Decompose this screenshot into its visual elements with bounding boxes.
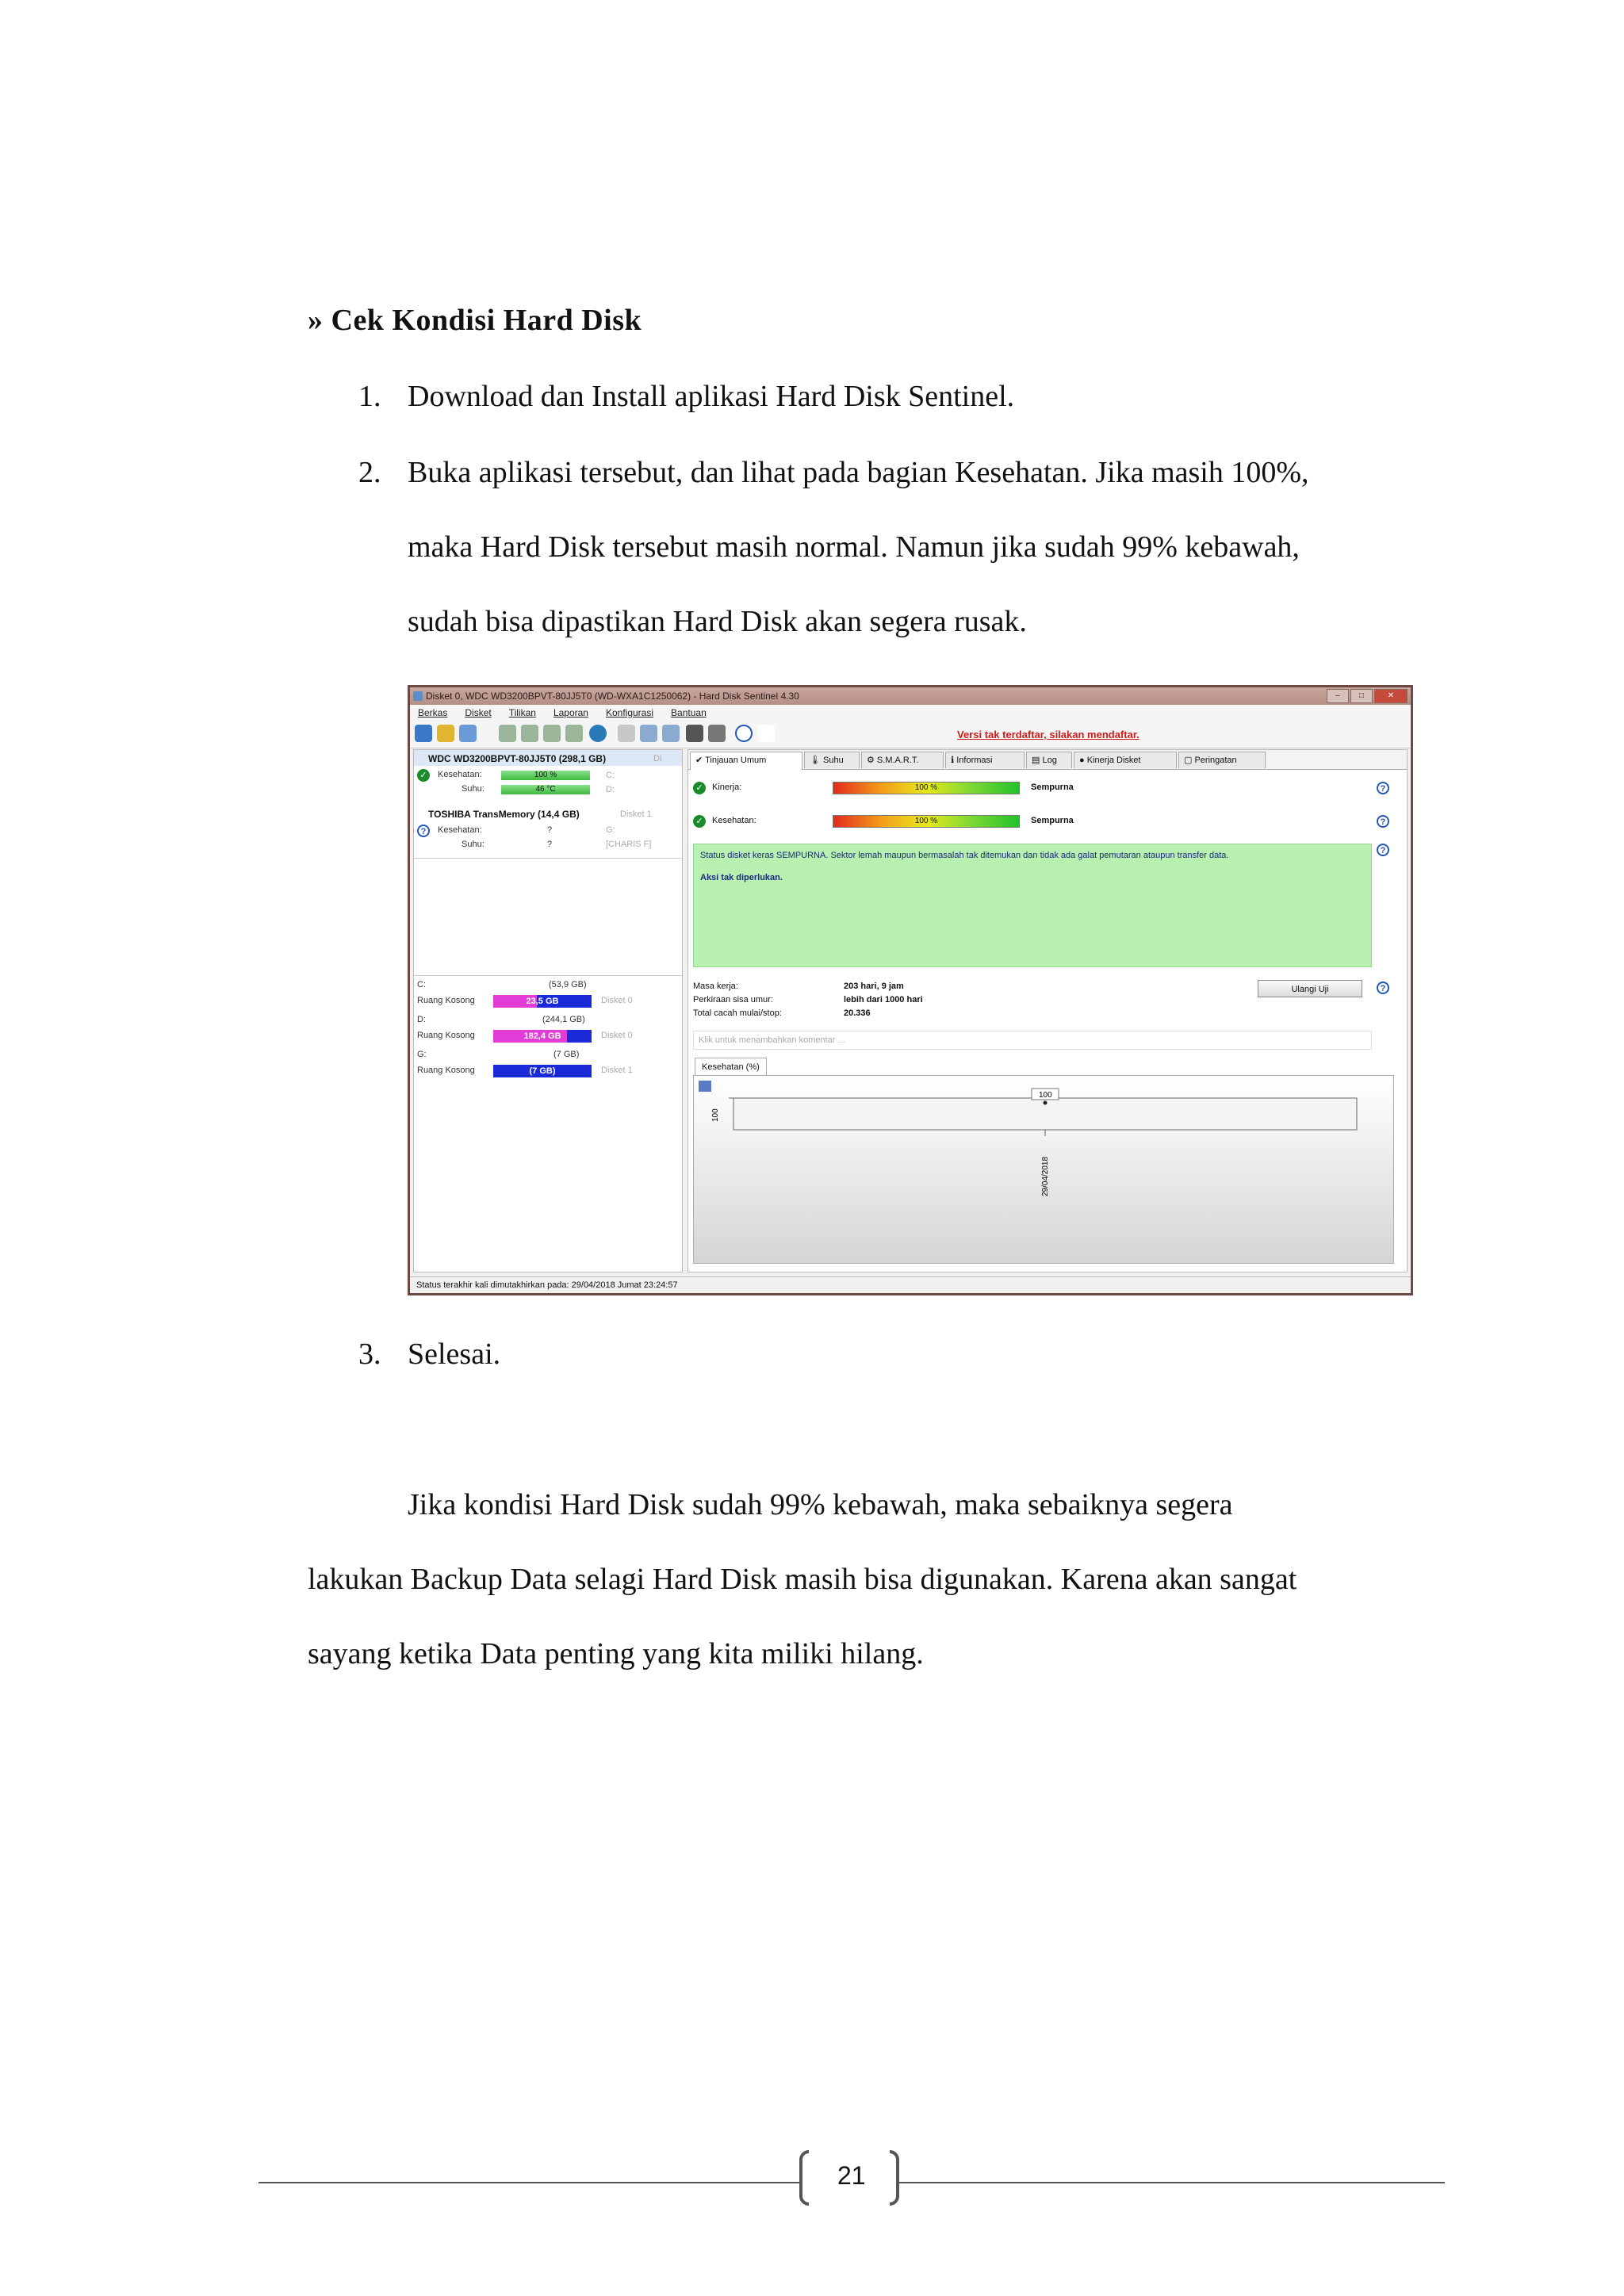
tab-smart[interactable]: ⚙ S.M.A.R.T. xyxy=(861,752,944,768)
minimize-icon[interactable]: – xyxy=(1327,689,1349,703)
free-label: Ruang Kosong xyxy=(417,1031,475,1040)
free-label: Ruang Kosong xyxy=(417,1066,475,1075)
data-point xyxy=(1044,1101,1048,1105)
help-icon[interactable]: ? xyxy=(1377,844,1389,856)
drive-letter: D: xyxy=(606,785,615,794)
chip-icon[interactable] xyxy=(686,725,703,742)
help-icon[interactable]: ? xyxy=(1377,982,1389,994)
status-message-box xyxy=(693,844,1372,967)
chart-toolbar-icon[interactable] xyxy=(699,1081,711,1092)
free-space-bar: 23,5 GB xyxy=(493,995,592,1008)
performance-verdict: Sempurna xyxy=(1031,783,1074,792)
footer-rule-left xyxy=(259,2182,801,2183)
menu-laporan[interactable]: Laporan xyxy=(553,707,588,718)
temp-label: Suhu: xyxy=(462,840,485,849)
disk-icon[interactable] xyxy=(499,725,516,742)
document-icon[interactable] xyxy=(618,725,635,742)
performance-bar: 100 % xyxy=(833,782,1020,794)
help-icon[interactable] xyxy=(735,725,753,742)
step-number: 2. xyxy=(358,456,381,489)
x-tick-label: 29/04/2018 xyxy=(1041,1156,1050,1196)
health-value: ? xyxy=(547,825,553,835)
app-icon xyxy=(413,691,423,701)
health-chart-svg xyxy=(694,1076,1393,1263)
comment-input[interactable]: Klik untuk menambahkan komentar ... xyxy=(693,1031,1372,1050)
sync-icon[interactable] xyxy=(640,725,657,742)
refresh-icon[interactable] xyxy=(415,725,432,742)
disk-name[interactable]: TOSHIBA TransMemory (14,4 GB) xyxy=(428,809,580,820)
temp-bar: 46 °C xyxy=(501,785,590,794)
check-icon: ✓ xyxy=(693,815,706,828)
hard-disk-sentinel-screenshot xyxy=(408,685,1413,1295)
step-text: Download dan Install aplikasi Hard Disk Sentinel. xyxy=(408,380,1015,413)
step-text-line: maka Hard Disk tersebut masih normal. Namun jika sudah 99% kebawah, xyxy=(408,530,1300,564)
step-text: Selesai. xyxy=(408,1337,501,1371)
divider xyxy=(414,975,682,976)
window-titlebar xyxy=(410,687,1411,705)
drive-disk: Disket 1 xyxy=(601,1066,633,1075)
health-chart xyxy=(693,1075,1394,1264)
info-value: 20.336 xyxy=(844,1008,871,1018)
paragraph-line: Jika kondisi Hard Disk sudah 99% kebawah, maka sebaiknya segera xyxy=(408,1488,1233,1521)
disk-sub: Disket 1 xyxy=(620,809,652,819)
drive-letter: D: xyxy=(417,1015,426,1024)
close-icon[interactable]: ✕ xyxy=(1374,689,1408,703)
tab-strip xyxy=(688,750,1407,770)
tab-alerts[interactable]: ▢ Peringatan xyxy=(1178,752,1266,768)
section-heading: » Cek Kondisi Hard Disk xyxy=(308,304,642,337)
question-icon: ? xyxy=(417,825,430,837)
help-icon[interactable]: ? xyxy=(1377,815,1389,828)
health-label: Kesehatan: xyxy=(712,816,756,825)
health-verdict: Sempurna xyxy=(1031,816,1074,825)
menu-bantuan[interactable]: Bantuan xyxy=(671,707,707,718)
health-bar: 100 % xyxy=(501,771,590,780)
page-number: 21 xyxy=(837,2161,866,2190)
drive-size: (244,1 GB) xyxy=(542,1015,585,1024)
footer-rule-right xyxy=(899,2182,1445,2183)
drive-disk: Disket 0 xyxy=(601,996,633,1005)
status-bar: Status terakhir kali dimutakhirkan pada: 29/04/2018 Jumat 23:24:57 xyxy=(410,1276,1411,1293)
tab-log[interactable]: ▤ Log xyxy=(1026,752,1072,768)
paragraph-line: sayang ketika Data penting yang kita miliki hilang. xyxy=(308,1637,924,1670)
disk-icon[interactable] xyxy=(521,725,538,742)
free-space-bar: 182,4 GB xyxy=(493,1030,592,1043)
disk-sub: Di xyxy=(653,754,662,763)
info-label: Perkiraan sisa umur: xyxy=(693,995,773,1004)
free-label: Ruang Kosong xyxy=(417,996,475,1005)
step-text-line: sudah bisa dipastikan Hard Disk akan segera rusak. xyxy=(408,605,1027,638)
maximize-icon[interactable]: □ xyxy=(1350,689,1373,703)
page-number-bracket-left xyxy=(799,2150,809,2206)
drive-size: (7 GB) xyxy=(553,1050,580,1059)
menu-tilikan[interactable]: Tilikan xyxy=(508,707,536,718)
divider xyxy=(414,858,682,859)
menu-konfigurasi[interactable]: Konfigurasi xyxy=(605,707,654,718)
check-icon: ✓ xyxy=(693,782,706,794)
drive-size: (53,9 GB) xyxy=(549,980,587,989)
drive-letter: C: xyxy=(417,980,426,989)
info-label: Total cacah mulai/stop: xyxy=(693,1008,782,1018)
register-link[interactable]: Versi tak terdaftar, silakan mendaftar. xyxy=(957,729,1139,740)
temp-label: Suhu: xyxy=(462,784,485,794)
temp-value: ? xyxy=(547,840,553,849)
disk-list-panel xyxy=(413,749,683,1272)
tab-disk-performance[interactable]: ● Kinerja Disket xyxy=(1074,752,1177,768)
gear-icon[interactable] xyxy=(708,725,726,742)
info-value: lebih dari 1000 hari xyxy=(844,995,923,1004)
window-controls xyxy=(1327,689,1408,703)
warning-icon[interactable] xyxy=(437,725,454,742)
report-icon[interactable] xyxy=(459,725,477,742)
tab-information[interactable]: ℹ Informasi xyxy=(945,752,1025,768)
drive-disk: Disket 0 xyxy=(601,1031,633,1040)
drive-letter: G: xyxy=(606,825,615,835)
health-bar: 100 % xyxy=(833,815,1020,828)
health-label: Kesehatan: xyxy=(438,770,482,779)
overview-panel xyxy=(688,749,1408,1272)
retest-button[interactable]: Ulangi Uji xyxy=(1258,980,1362,997)
step-number: 3. xyxy=(358,1337,381,1371)
tab-temperature[interactable]: 🌡 Suhu xyxy=(804,752,860,768)
download-icon[interactable] xyxy=(757,725,775,742)
info-value: 203 hari, 9 jam xyxy=(844,982,904,991)
tab-overview[interactable]: ✔ Tinjauan Umum xyxy=(690,752,802,770)
free-space-bar: (7 GB) xyxy=(493,1065,592,1077)
paragraph-line: lakukan Backup Data selagi Hard Disk masih bisa digunakan. Karena akan sangat xyxy=(308,1563,1297,1596)
disk-icon[interactable] xyxy=(565,725,583,742)
drive-letter: C: xyxy=(606,771,615,780)
disk-icon[interactable] xyxy=(543,725,561,742)
help-icon[interactable]: ? xyxy=(1377,782,1389,794)
performance-label: Kinerja: xyxy=(712,783,742,792)
step-number: 1. xyxy=(358,380,381,413)
step-text-line: Buka aplikasi tersebut, dan lihat pada bagian Kesehatan. Jika masih 100%, xyxy=(408,456,1309,489)
drive-letter: G: xyxy=(417,1050,427,1059)
menubar xyxy=(410,705,1411,721)
window-title: Disket 0, WDC WD3200BPVT-80JJ5T0 (WD-WXA1C1250062) - Hard Disk Sentinel 4.30 xyxy=(426,691,799,702)
toolbar xyxy=(410,721,1411,748)
y-axis-label: 100 xyxy=(711,1108,720,1122)
menu-disket[interactable]: Disket xyxy=(465,707,492,718)
globe-icon[interactable] xyxy=(589,725,607,742)
status-text: Status disket keras SEMPURNA. Sektor lemah maupun bermasalah tak ditemukan dan tidak ada galat pemutaran ataupun transfer data. xyxy=(700,851,1229,860)
health-label: Kesehatan: xyxy=(438,825,482,835)
disk-name: WDC WD3200BPVT-80JJ5T0 (298,1 GB) xyxy=(428,753,607,764)
point-label: 100 xyxy=(1039,1091,1052,1100)
send-icon[interactable] xyxy=(662,725,680,742)
page-number-bracket-right xyxy=(890,2150,899,2206)
menu-berkas[interactable]: Berkas xyxy=(418,707,448,718)
drive-label: [CHARIS F] xyxy=(606,840,652,849)
check-icon: ✓ xyxy=(417,769,430,782)
info-label: Masa kerja: xyxy=(693,982,738,991)
tab-health-chart[interactable]: Kesehatan (%) xyxy=(695,1058,767,1076)
status-action: Aksi tak diperlukan. xyxy=(700,873,783,882)
